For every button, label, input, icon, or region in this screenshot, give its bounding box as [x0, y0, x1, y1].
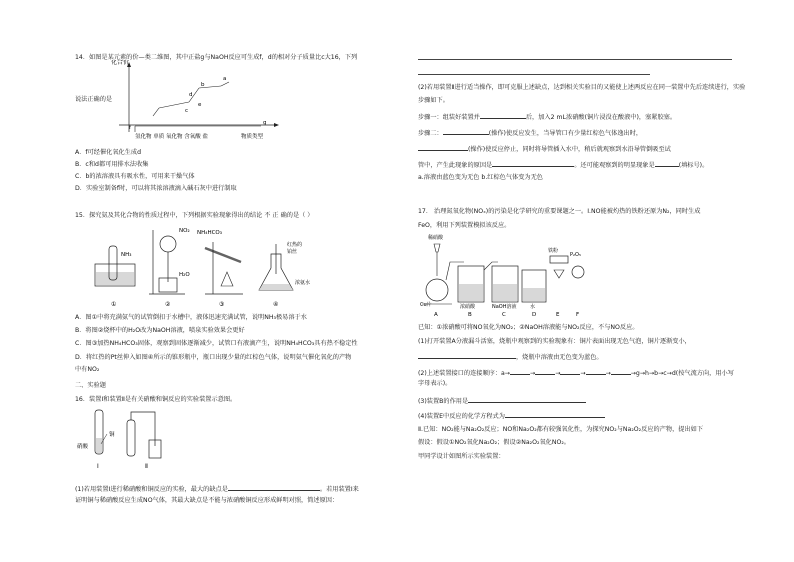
q14-option-c: C．b的浓溶液具有吸水性，可用来干燥气体 — [75, 173, 195, 180]
svg-text:NO₂: NO₂ — [179, 228, 190, 234]
svg-text:F: F — [576, 312, 580, 318]
section-heading: 二、实验题 — [75, 382, 106, 389]
svg-text:H₂O: H₂O — [179, 272, 190, 278]
svg-text:②: ② — [165, 301, 171, 308]
svg-text:Cu片: Cu片 — [420, 302, 432, 308]
q17-part5-cont: 假设：假设①NO₂氧化Na₂O₂；假设②Na₂O₂氧化NO₂。 — [418, 439, 570, 446]
chart-xlabel: 物质类型 — [241, 134, 264, 140]
svg-text:浓硝酸: 浓硝酸 — [460, 304, 476, 310]
svg-text:d: d — [189, 92, 193, 98]
svg-text:铂丝: 铂丝 — [287, 249, 298, 255]
svg-text:NH₃: NH₃ — [121, 252, 132, 258]
q14-stem: 14．如图是某元素的价—类二维图，其中正盐g与NaOH反应可生成f，d的相对分子质量比c大16，下列 — [75, 54, 358, 61]
q15-stem: 15．探究氨及其化合物的性质过程中，下列根据实验现象得出的结论 不 正 确的是（ ） — [75, 212, 314, 219]
svg-text:红热的: 红热的 — [287, 242, 303, 248]
svg-text:铁粉: 铁粉 — [548, 248, 559, 254]
svg-text:B: B — [468, 312, 472, 318]
svg-text:b: b — [201, 82, 205, 88]
q16-step1: 步骤一：组装好装置并 后，加入2 mL浓硝酸(铜片浸没在酸液中)，塞紧胶塞。 — [418, 114, 677, 121]
q15-option-a: A．图①中将充满氨气的试管倒扣于水槽中，液体迅速充满试管，说明NH₃极易溶于水 — [75, 314, 307, 321]
q15-option-c: C．图③加热NH₄HCO₃固体，观察到固体逐渐减少，试管口有液滴产生，说明NH₄HCO₃具有热不稳定性 — [75, 340, 358, 347]
q16-stem: 16．装置Ⅰ和装置Ⅱ是有关硝酸和铜反应的实验装置示意图。 — [75, 396, 237, 403]
svg-text:Ⅰ: Ⅰ — [97, 463, 99, 470]
svg-text:硝酸: 硝酸 — [77, 444, 89, 450]
answer-line[interactable] — [418, 59, 732, 60]
svg-text:E: E — [556, 312, 560, 318]
svg-text:A: A — [434, 312, 438, 318]
svg-text:c: c — [185, 108, 189, 114]
svg-text:水: 水 — [530, 304, 536, 310]
q17-apparatus-figure — [418, 232, 590, 318]
svg-text:NH₄HCO₃: NH₄HCO₃ — [197, 230, 222, 236]
q16-step2-cont: (操作)使反应停止，同时将导管插入水中，稍后就观察到水沿导管倒吸至试 — [418, 144, 671, 154]
svg-text:D: D — [532, 312, 537, 318]
q17-part2-cont: 字母表示)。 — [418, 380, 452, 387]
q17-part6: 甲同学设计如图所示实验装置： — [418, 453, 505, 460]
chart-xticks: 氢化物 单质 氧化物 含氧酸 盐 — [135, 134, 208, 140]
svg-text:e: e — [198, 102, 202, 108]
q15-option-b: B．将图②烧杯中的H₂O改为NaOH溶液，喷泉实验效果会更好 — [75, 327, 245, 334]
svg-text:f: f — [129, 125, 131, 131]
q16-step2-cont2: 管中，产生此现象的原因是 。还可能观察到的明显现象是 (填标号)。 — [418, 162, 709, 169]
svg-text:铜: 铜 — [109, 432, 115, 438]
q15-option-d: D．将红热的Pt丝伸入如图④所示的锥形瓶中，瓶口出现少量的红棕色气体，说明氨气催化氧化的产物 — [75, 354, 352, 361]
q14-option-d: D．实验室制备f时，可以将其浓溶液滴入碱石灰中进行制取 — [75, 185, 237, 192]
q16-part2: (2)若用装置Ⅱ进行适当操作，即可克服上述缺点，达到相关实验目的又能使上述两反应在同一装置中先后连续进行，实验 — [418, 84, 746, 91]
svg-text:C: C — [502, 312, 506, 318]
q16-apparatus-figure — [75, 406, 185, 474]
q17-part1-cont: ，烧瓶中溶液由无色变为蓝色。 — [418, 352, 603, 362]
svg-text:g: g — [263, 120, 267, 126]
q17-known: 已知：①浓硝酸可将NO氧化为NO₂；②NaOH溶液能与NO₂反应，不与NO反应。 — [418, 324, 639, 331]
q14-stem2: 说法正确的是 — [75, 96, 113, 103]
svg-text:③: ③ — [219, 301, 225, 308]
svg-text:Ⅱ: Ⅱ — [145, 463, 148, 470]
svg-text:④: ④ — [273, 301, 279, 308]
q17-part3: (3)装置B的作用是 — [418, 396, 586, 406]
q17-part1: (1)打开装置A分液漏斗活塞，烧瓶中观察到的实验现象有：铜片表面出现无色气泡，铜片逐渐变小， — [418, 338, 691, 345]
q17-part4: (4)装置E中反应的化学方程式为 — [418, 411, 605, 421]
q14-option-b: B．c和d都可用排水法收集 — [75, 161, 149, 168]
svg-text:P₂O₅: P₂O₅ — [570, 252, 581, 258]
svg-text:NaOH溶液: NaOH溶液 — [492, 304, 517, 310]
q17-stem2: FeO，利用下列装置模拟该反应。 — [418, 222, 511, 229]
q16-part1: (1)若用装置Ⅰ进行稀硝酸和铜反应的实验，最大的缺点是 。若用装置Ⅰ来 — [75, 486, 359, 493]
answer-line[interactable] — [418, 74, 650, 75]
svg-text:稀硝酸: 稀硝酸 — [428, 235, 444, 241]
q14-option-a: A．f可经催化氧化生成d — [75, 149, 142, 156]
svg-text:①: ① — [111, 301, 117, 308]
q16-part2-cont: 步骤如下。 — [418, 97, 449, 104]
q17-stem: 17． 治理氮氧化物(NOₓ)的污染是化学研究的重要课题之一。Ⅰ.NO能被灼热的铁粉还原为N₂，同时生成 — [418, 208, 701, 215]
q15-option-d2: 中有NO₂ — [75, 366, 100, 373]
svg-text:浓氨水: 浓氨水 — [295, 280, 311, 286]
svg-text:a: a — [223, 76, 227, 82]
q16-part1-cont: 证明铜与稀硝酸反应生成NO气体，其最大缺点是不能与浓硝酸铜反应形成鲜明对照，简述原因： — [75, 497, 339, 504]
chart-ylabel: 化合价 — [111, 60, 130, 66]
q15-apparatus-figures — [93, 224, 313, 308]
q16-choices: a.溶液由蓝色变为无色 b.红棕色气体变为无色 — [418, 174, 543, 181]
q17-part2: (2)上述装置接口的连接顺序：a→ → → → → →g→h→b→c→d(按气流方向，用小写 — [418, 370, 734, 377]
q17-part5: Ⅱ.已知：NO₂能与Na₂O₂反应；NO和Na₂O₂都有较强氧化性，为探究NO₂与Na₂O₂反应的产物，提出如下 — [418, 426, 704, 433]
q14-valence-chart — [101, 60, 281, 140]
q16-step2: 步骤二： (操作)使反应发生，当导管口有少量红棕色气体逸出时， — [418, 130, 643, 137]
